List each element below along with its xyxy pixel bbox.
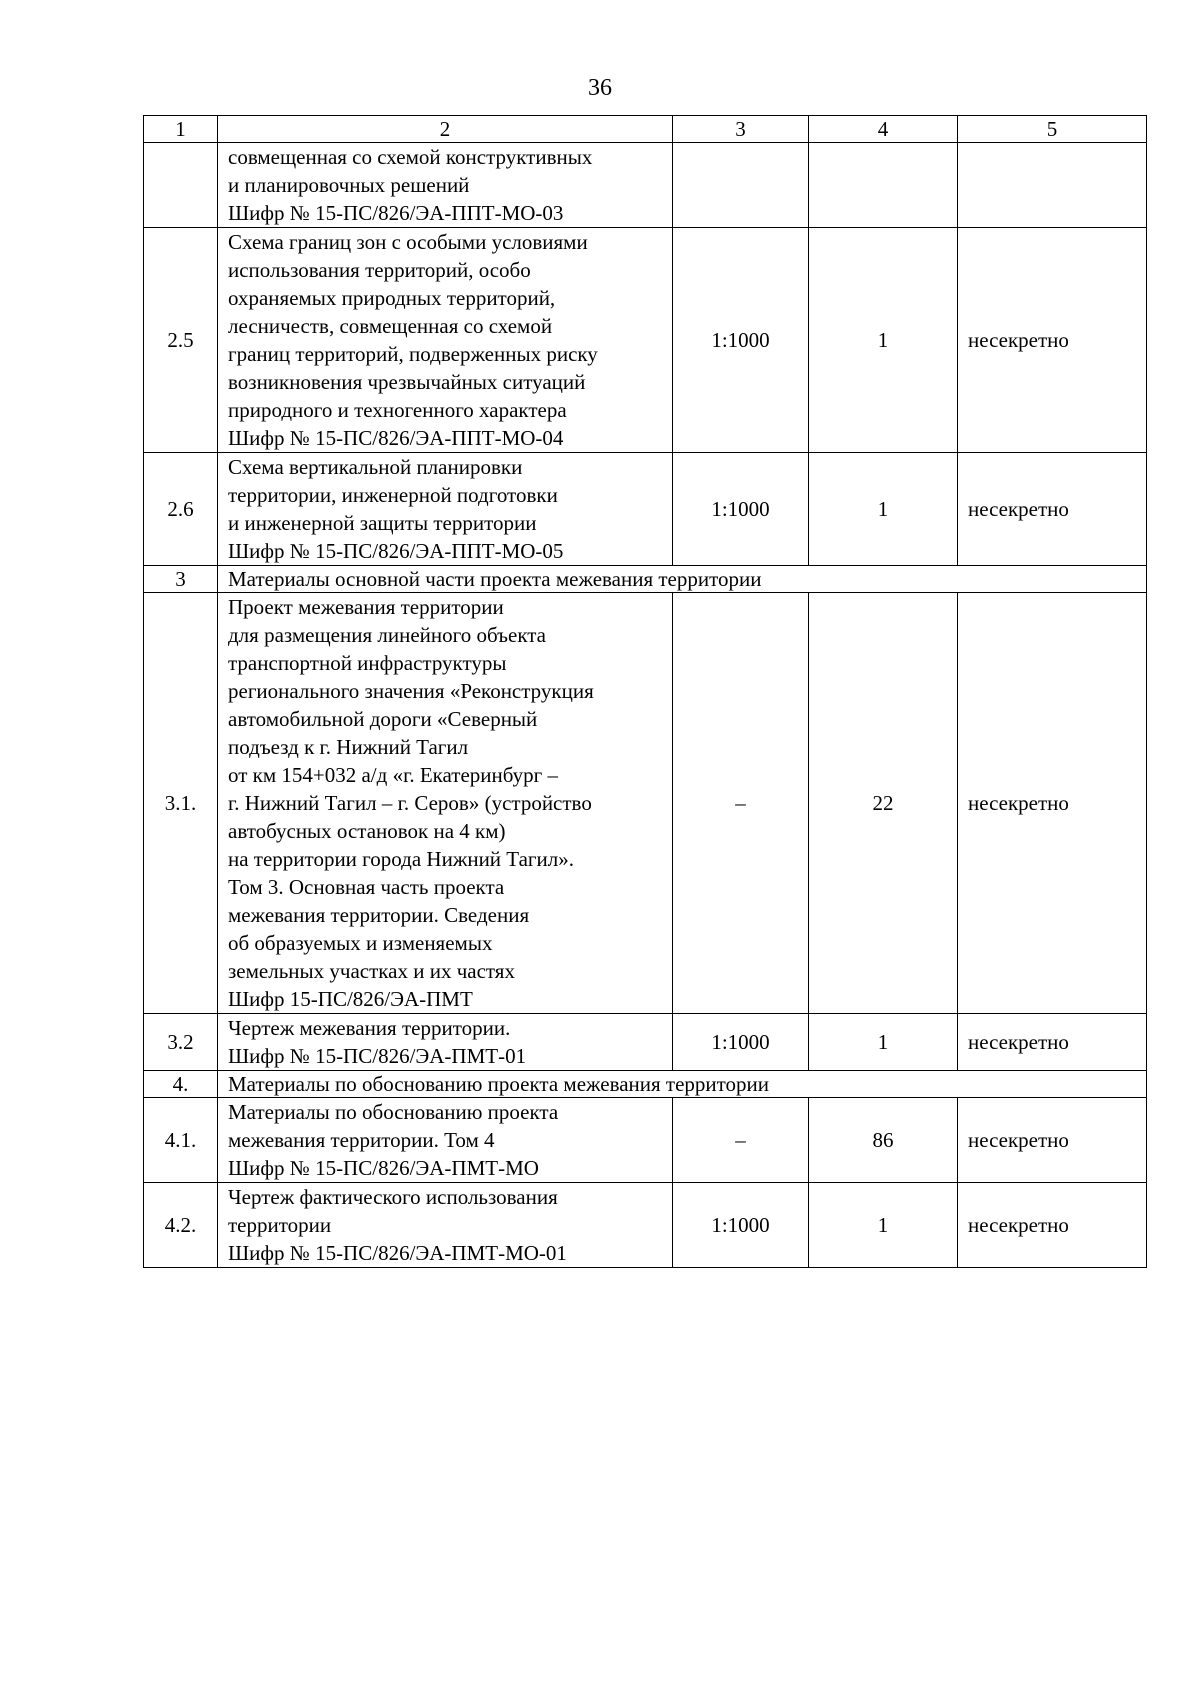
description-line: и инженерной защиты территории [228, 511, 537, 535]
row-number: 4.1. [144, 1098, 218, 1183]
description-line: для размещения линейного объекта [228, 623, 546, 647]
description-line: г. Нижний Тагил – г. Серов» (устройство [228, 791, 592, 815]
row-number: 3 [144, 566, 218, 593]
scale-cell: 1:1000 [673, 1014, 809, 1071]
table-body [144, 116, 1147, 1268]
description-line: от км 154+032 а/д «г. Екатеринбург – [228, 763, 559, 787]
description-line: автобусных остановок на 4 км) [228, 819, 506, 843]
document-description [218, 143, 673, 228]
header-cell-5: 5 [958, 116, 1147, 143]
document-description [218, 593, 673, 1014]
description-line: территории [228, 1213, 332, 1237]
description-line: на территории города Нижний Тагил». [228, 847, 574, 871]
description-line: Шифр 15-ПС/826/ЭА-ПМТ [228, 987, 473, 1011]
header-cell-3: 3 [673, 116, 809, 143]
classification-cell: несекретно [958, 1014, 1147, 1071]
description-line: Материалы по обоснованию проекта [228, 1100, 559, 1124]
description-line: Шифр № 15-ПС/826/ЭА-ПМТ-МО [228, 1156, 539, 1180]
classification-cell: несекретно [958, 228, 1147, 453]
description-line: Шифр № 15-ПС/826/ЭА-ППТ-МО-04 [228, 426, 564, 450]
page-number: 36 [588, 75, 612, 101]
description-line: Шифр № 15-ПС/826/ЭА-ППТ-МО-05 [228, 539, 564, 563]
header-cell-4: 4 [809, 116, 958, 143]
description-line: территории, инженерной подготовки [228, 483, 558, 507]
table-row [144, 1014, 1147, 1071]
description-line: природного и техногенного характера [228, 398, 567, 422]
row-number: 2.6 [144, 453, 218, 566]
sheets-cell: 1 [809, 1183, 958, 1268]
section-title: Материалы основной части проекта межевания территории [218, 566, 1147, 593]
table-row [144, 228, 1147, 453]
sheets-cell: 1 [809, 1014, 958, 1071]
section-title: Материалы по обоснованию проекта межевания территории [218, 1071, 1147, 1098]
table-row [144, 143, 1147, 228]
document-description [218, 1098, 673, 1183]
row-number: 2.5 [144, 228, 218, 453]
row-number: 3.1. [144, 593, 218, 1014]
description-line: Чертеж межевания территории. [228, 1016, 511, 1040]
description-line: и планировочных решений [228, 173, 470, 197]
scale-cell: – [673, 1098, 809, 1183]
description-line: межевания территории. Том 4 [228, 1128, 495, 1152]
scale-cell: 1:1000 [673, 453, 809, 566]
scale-cell [673, 143, 809, 228]
scale-cell: 1:1000 [673, 228, 809, 453]
description-line: Схема вертикальной планировки [228, 455, 523, 479]
sheets-cell: 1 [809, 453, 958, 566]
description-line: Схема границ зон с особыми условиями [228, 230, 588, 254]
table-row [144, 1098, 1147, 1183]
section-row [144, 566, 1147, 593]
classification-cell [958, 143, 1147, 228]
section-row [144, 1071, 1147, 1098]
table-row [144, 593, 1147, 1014]
sheets-cell: 86 [809, 1098, 958, 1183]
documents-table [143, 115, 1147, 1268]
header-cell-2: 2 [218, 116, 673, 143]
table-row [144, 1183, 1147, 1268]
classification-cell: несекретно [958, 1183, 1147, 1268]
description-line: Чертеж фактического использования [228, 1185, 558, 1209]
sheets-cell [809, 143, 958, 228]
classification-cell: несекретно [958, 453, 1147, 566]
header-cell-1: 1 [144, 116, 218, 143]
description-line: охраняемых природных территорий, [228, 286, 556, 310]
description-line: транспортной инфраструктуры [228, 651, 507, 675]
table-row [144, 453, 1147, 566]
sheets-cell: 1 [809, 228, 958, 453]
row-number: 3.2 [144, 1014, 218, 1071]
document-description [218, 1183, 673, 1268]
row-number: 4.2. [144, 1183, 218, 1268]
document-description [218, 453, 673, 566]
description-line: Шифр № 15-ПС/826/ЭА-ПМТ-МО-01 [228, 1241, 567, 1265]
description-line: Шифр № 15-ПС/826/ЭА-ППТ-МО-03 [228, 201, 564, 225]
description-line: возникновения чрезвычайных ситуаций [228, 370, 586, 394]
classification-cell: несекретно [958, 1098, 1147, 1183]
classification-cell: несекретно [958, 593, 1147, 1014]
description-line: лесничеств, совмещенная со схемой [228, 314, 553, 338]
document-description [218, 228, 673, 453]
row-number: 4. [144, 1071, 218, 1098]
description-line: земельных участках и их частях [228, 959, 515, 983]
header-row [144, 116, 1147, 143]
scale-cell: 1:1000 [673, 1183, 809, 1268]
description-line: совмещенная со схемой конструктивных [228, 145, 593, 169]
document-description [218, 1014, 673, 1071]
description-line: автомобильной дороги «Северный [228, 707, 538, 731]
description-line: подъезд к г. Нижний Тагил [228, 735, 469, 759]
scale-cell: – [673, 593, 809, 1014]
description-line: регионального значения «Реконструкция [228, 679, 594, 703]
description-line: об образуемых и изменяемых [228, 931, 493, 955]
description-line: Том 3. Основная часть проекта [228, 875, 505, 899]
description-line: Проект межевания территории [228, 595, 504, 619]
description-line: использования территорий, особо [228, 258, 531, 282]
description-line: границ территорий, подверженных риску [228, 342, 598, 366]
description-line: межевания территории. Сведения [228, 903, 530, 927]
sheets-cell: 22 [809, 593, 958, 1014]
description-line: Шифр № 15-ПС/826/ЭА-ПМТ-01 [228, 1044, 527, 1068]
row-number [144, 143, 218, 228]
